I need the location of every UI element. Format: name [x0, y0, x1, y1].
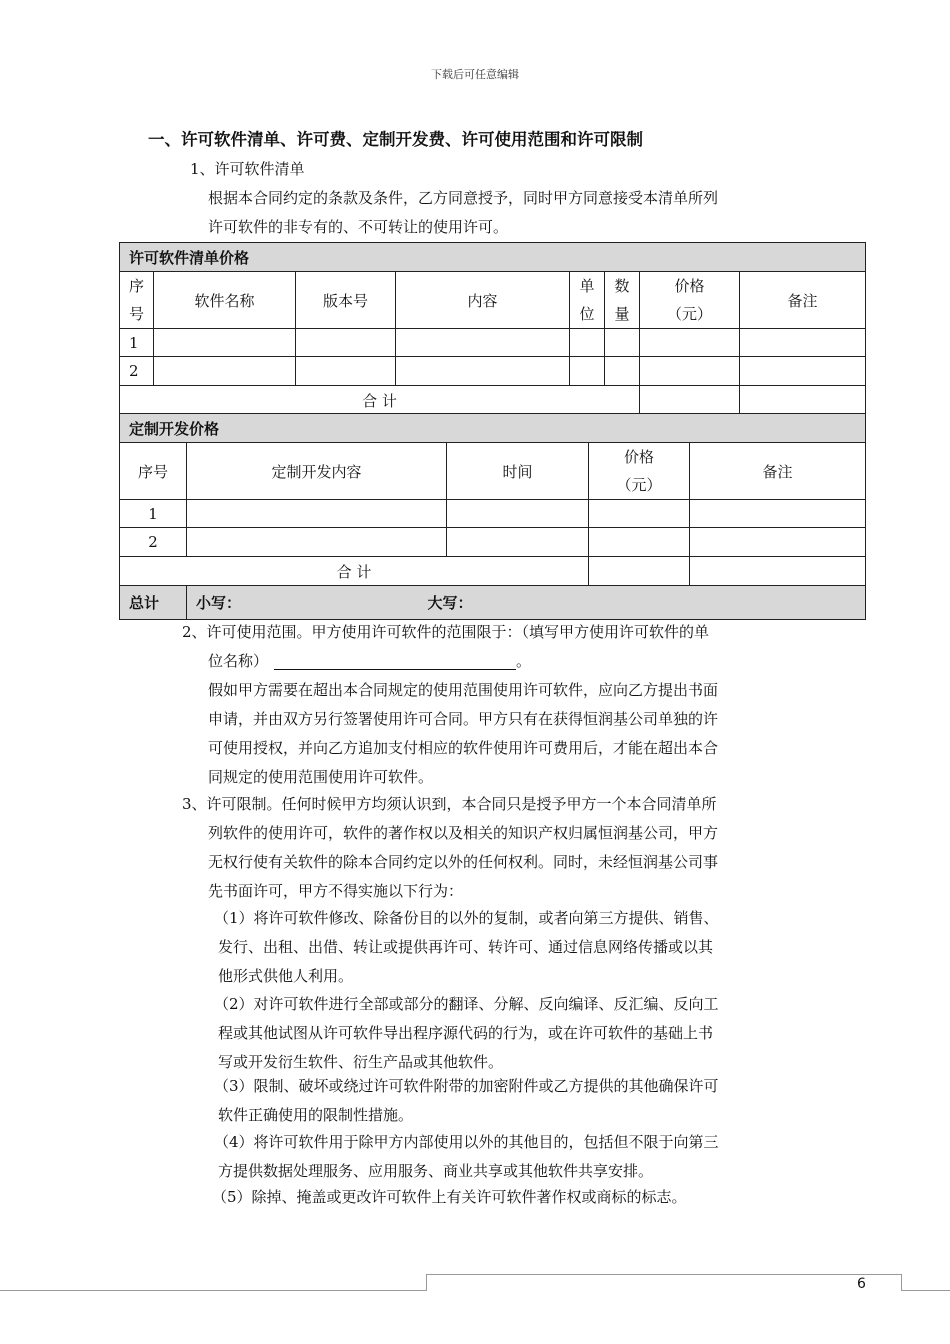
table-cell[interactable]	[640, 329, 740, 357]
table-cell[interactable]	[447, 528, 589, 557]
table-cell[interactable]	[589, 528, 690, 557]
table-cell[interactable]	[690, 500, 866, 528]
custom-dev-price-table	[119, 413, 866, 620]
table-cell[interactable]	[589, 500, 690, 528]
item3-line: 无权行使有关软件的除本合同约定以外的任何权利。同时，未经恒润基公司事	[208, 853, 719, 871]
item2-para-line: 同规定的使用范围使用许可软件。	[208, 768, 434, 786]
item2-para-line: 假如甲方需要在超出本合同规定的使用范围使用许可软件，应向乙方提出书面	[208, 681, 719, 699]
restriction-5: （5）除掉、掩盖或更改许可软件上有关许可软件著作权或商标的标志。	[212, 1188, 687, 1206]
table2-total-price[interactable]	[589, 557, 690, 586]
table1-title: 许可软件清单价格	[120, 243, 866, 272]
restriction-4: 方提供数据处理服务、应用服务、商业共享或其他软件共享安排。	[218, 1162, 654, 1180]
item1-line: 根据本合同约定的条款及条件，乙方同意授予，同时甲方同意接受本清单所列	[208, 189, 719, 207]
table-cell[interactable]	[740, 329, 866, 357]
col-time-header: 时间	[447, 443, 589, 500]
table-row	[120, 528, 866, 557]
table-cell[interactable]	[690, 528, 866, 557]
table-row	[120, 500, 866, 528]
unit-name-blank[interactable]	[274, 651, 516, 670]
restriction-3: 软件正确使用的限制性措施。	[218, 1106, 414, 1124]
item1-line: 许可软件的非专有的、不可转让的使用许可。	[208, 218, 509, 236]
col-unit-header: 单 位	[570, 272, 605, 329]
restriction-2: 写或开发衍生软件、衍生产品或其他软件。	[218, 1053, 504, 1071]
table-cell[interactable]	[570, 357, 605, 386]
col-remark-header: 备注	[690, 443, 866, 500]
table-cell[interactable]	[640, 357, 740, 386]
table1-total-remark[interactable]	[740, 386, 866, 415]
table2-title: 定制开发价格	[120, 414, 866, 443]
footer-tab	[426, 1274, 902, 1291]
grand-total-label: 总计	[120, 586, 187, 620]
restriction-1: 他形式供他人利用。	[218, 967, 354, 985]
table-cell[interactable]	[740, 357, 866, 386]
table-row	[120, 357, 866, 386]
table-cell[interactable]	[296, 329, 396, 357]
restriction-4: （4）将许可软件用于除甲方内部使用以外的其他目的，包括但不限于向第三	[214, 1133, 719, 1151]
col-seq-header: 序号	[120, 443, 187, 500]
col-content-header: 内容	[396, 272, 570, 329]
restriction-1: （1）将许可软件修改、除备份目的以外的复制，或者向第三方提供、销售、	[214, 909, 719, 927]
col-remark-header: 备注	[740, 272, 866, 329]
col-content-header: 定制开发内容	[187, 443, 447, 500]
table-cell[interactable]	[296, 357, 396, 386]
grand-total-upper: 大写：	[427, 594, 473, 612]
table1-total-price[interactable]	[640, 386, 740, 415]
section-title: 一、许可软件清单、许可费、定制开发费、许可使用范围和许可限制	[148, 130, 643, 149]
row-number: 2	[120, 357, 154, 386]
item2-unit-line: 位名称） 。	[208, 652, 532, 670]
col-price-header: 价格 （元）	[589, 443, 690, 500]
table-cell[interactable]	[396, 329, 570, 357]
restriction-2: 程或其他试图从许可软件导出程序源代码的行为，或在许可软件的基础上书	[218, 1024, 714, 1042]
table-cell[interactable]	[605, 357, 640, 386]
table-cell[interactable]	[447, 500, 589, 528]
header-note: 下载后可任意编辑	[431, 68, 519, 81]
table-cell[interactable]	[187, 500, 447, 528]
grand-total-amount[interactable]	[187, 586, 866, 620]
page-number: 6	[857, 1276, 866, 1292]
restriction-3: （3）限制、破坏或绕过许可软件附带的加密附件或乙方提供的其他确保许可	[214, 1077, 719, 1095]
restriction-1: 发行、出租、出借、转让或提供再许可、转许可、通过信息网络传播或以其	[218, 938, 714, 956]
restriction-2: （2）对许可软件进行全部或部分的翻译、分解、反向编译、反汇编、反向工	[214, 995, 719, 1013]
item2-para-line: 可使用授权，并向乙方追加支付相应的软件使用许可费用后，才能在超出本合	[208, 739, 719, 757]
table1-total-label: 合 计	[120, 386, 640, 415]
table-cell[interactable]	[187, 528, 447, 557]
item3-line: 列软件的使用许可，软件的著作权以及相关的知识产权归属恒润基公司，甲方	[208, 824, 719, 842]
col-name-header: 软件名称	[154, 272, 296, 329]
row-number: 1	[120, 329, 154, 357]
table-cell[interactable]	[154, 329, 296, 357]
grand-total-lower: 小写：	[196, 594, 242, 612]
table-cell[interactable]	[570, 329, 605, 357]
table-cell[interactable]	[605, 329, 640, 357]
item2-para-line: 申请，并由双方另行签署使用许可合同。甲方只有在获得恒润基公司单独的许	[208, 710, 719, 728]
col-qty-header: 数 量	[605, 272, 640, 329]
col-price-header: 价格 （元）	[640, 272, 740, 329]
table-row	[120, 329, 866, 357]
item2-line: 2、许可使用范围。甲方使用许可软件的范围限于：（填写甲方使用许可软件的单	[182, 623, 710, 641]
col-seq-header: 序 号	[120, 272, 154, 329]
table-cell[interactable]	[396, 357, 570, 386]
license-price-table	[119, 242, 866, 415]
row-number: 1	[120, 500, 187, 528]
row-number: 2	[120, 528, 187, 557]
table2-total-label: 合 计	[120, 557, 589, 586]
table-cell[interactable]	[154, 357, 296, 386]
item3-line: 先书面许可，甲方不得实施以下行为：	[208, 882, 464, 900]
item1-heading: 1、许可软件清单	[190, 160, 305, 178]
table2-total-remark[interactable]	[690, 557, 866, 586]
item3-line: 3、许可限制。任何时候甲方均须认识到，本合同只是授予甲方一个本合同清单所	[182, 795, 717, 813]
col-version-header: 版本号	[296, 272, 396, 329]
